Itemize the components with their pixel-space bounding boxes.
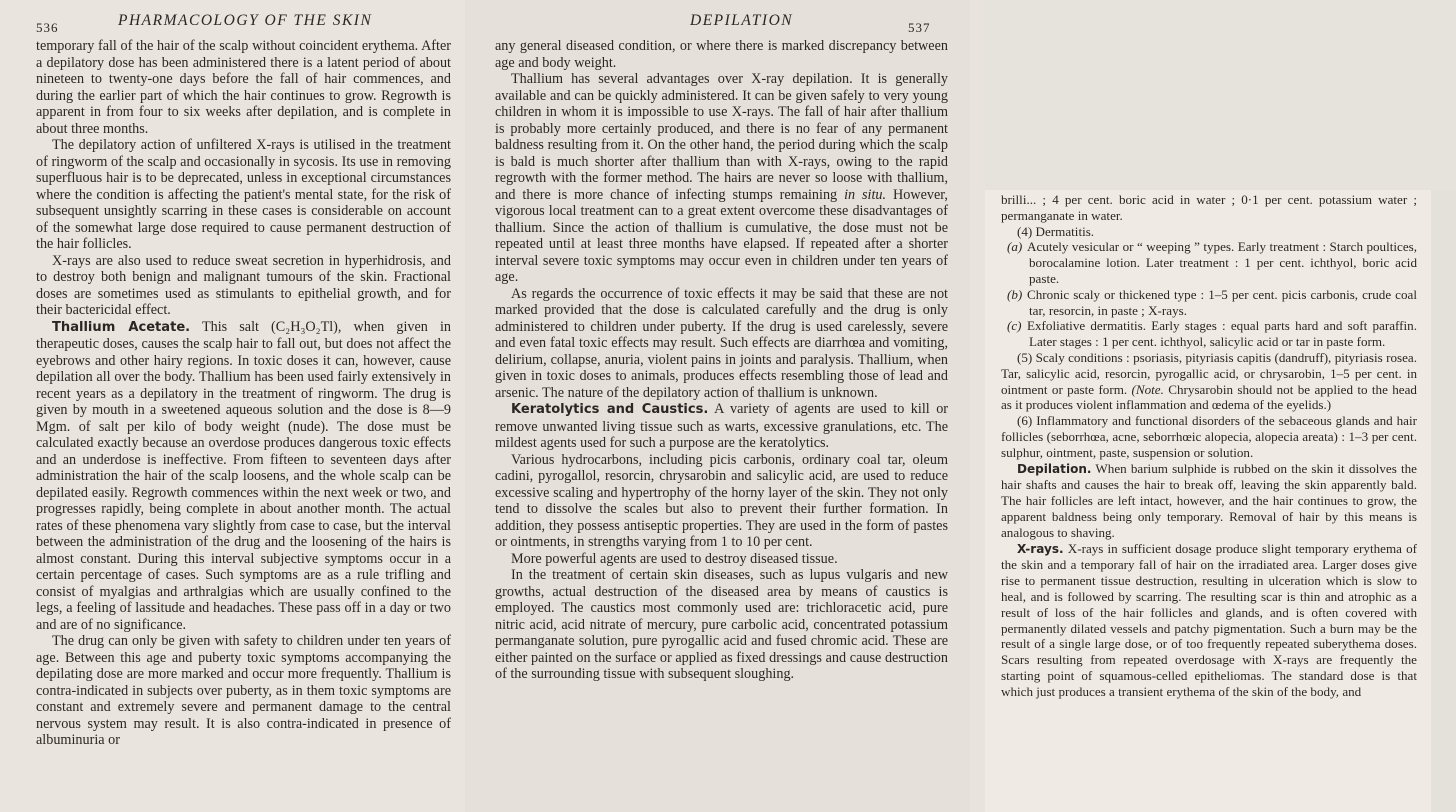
paragraph: In the treatment of certain skin diseases, such as lupus vulgaris and new growths, actual destruction of the diseased area by means of caustics is employed. The caustics most commonly used are: trichloracetic acid, pure nitric acid, acid nitrate of mercury, pure carbolic acid, concentrated potassium permanganate solution, pure pyrogallic acid and fused chromic acid. These are either painted on the surface or applied as fixed dressings and cause destruction of the surrounding tissue with subsequent sloughing. — [495, 567, 948, 682]
blank-area — [985, 0, 1456, 190]
depilation-heading: Depilation. — [1017, 461, 1092, 476]
list-item-text: Exfoliative dermatitis. Early stages : equal parts hard and soft paraffin. Later stages : 1 per cent. ichthyol, salicylic acid or tar in paste form. — [1027, 318, 1417, 350]
left-page-body — [36, 38, 451, 749]
middle-page — [465, 0, 970, 812]
list-item-text: Chronic scaly or thickened type : 1–5 per cent. picis carbonis, crude coal tar, resorcin, in paste ; X-rays. — [1027, 286, 1417, 318]
paragraph: As regards the occurrence of toxic effects it may be said that these are not marked provided that the dose is calculated carefully and the drug is only administered to children under puberty. If the drug is used carelessly, severe and even fatal toxic effects may result. Such effects are diarrhœa and vomiting, delirium, collapse, anuria, violent pains in joints and paralysis. Thallium, when given in toxic doses to animals, produces effects resembling those of lead and arsenic. The nature of the depilatory action of thallium is unknown. — [495, 285, 948, 401]
paragraph: any general diseased condition, or where there is marked discrepancy between age and body weight. — [495, 38, 948, 71]
xrays-paragraph — [1001, 541, 1417, 700]
left-page-header — [36, 12, 451, 38]
left-page-number: 536 — [36, 20, 59, 35]
keratolytics-paragraph — [495, 401, 948, 452]
page-edge — [1431, 190, 1456, 812]
left-running-title: PHARMACOLOGY OF THE SKIN — [118, 12, 373, 29]
list-item — [1001, 239, 1417, 286]
paragraph: Various hydrocarbons, including picis carbonis, ordinary coal tar, oleum cadini, pyrogallol, resorcin, chrysarobin and salicylic acid, are used to reduce excessive scaling and hypertrophy of the horny layer of the skin. They not only tend to dissolve the scales but also to prevent their further formation. In addition, they possess antiseptic properties. They are used in the form of pastes or ointments, in strengths varying from 1 to 10 per cent. — [495, 451, 948, 550]
middle-page-body — [495, 38, 948, 683]
right-page — [985, 190, 1431, 812]
advantages-text-a: Thallium has several advantages over X-ray depilation. It is generally available and can be quickly administered. It can be given safely to very young children in whom it is impossible to use X-rays. The fall of hair after thallium is probably more certainly produced, and there is no fear of any permanent baldness resulting from it. On the other hand, the period during which the scalp is bald is much shorter after thallium than with X-rays, owing to the rapid regrowth with the former method. The hairs are never so loose with thallium, and there is more chance of infecting stumps remaining — [495, 71, 948, 203]
scaly-text: (5) Scaly conditions : psoriasis, pityriasis capitis (dandruff), pityriasis rosea. Tar, salicylic acid, resorcin, pyrogallic acid, or chrysarobin, 1–5 per cent. in ointment or paste form. — [1001, 349, 1417, 397]
in-situ-term: in situ. — [844, 186, 887, 203]
list-heading: (4) Dermatitis. — [1017, 223, 1095, 239]
paragraph: The drug can only be given with safety to children under ten years of age. Between this age and puberty toxic symptoms accompanying the depilating dose are more marked and occur more frequently. Thallium is contra-indicated in subjects over puberty, as in them toxic symptoms are constant and extremely severe and permanent damage to the central nervous system may result. It is also contra-indicated in presence of albuminuria or — [36, 633, 451, 748]
advantages-paragraph — [495, 71, 948, 286]
list-heading: (6) Inflammatory and functional disorders of the sebaceous glands and hair follicles (seborrhœa, acne, seborrhœic alopecia, alopecia areata) : 1–3 per cent. sulphur, ointment, paste, suspension or solution. — [1001, 413, 1417, 460]
paragraph: More powerful agents are used to destroy diseased tissue. — [511, 550, 838, 567]
paragraph: temporary fall of the hair of the scalp without coincident erythema. After a depilatory dose has been administered there is a latent period of about nineteen to twenty-one days before the fall of hair commences, and during the earlier part of which the hair continues to grow. Regrowth is apparent in from four to six weeks after depilation, and is complete in about three months. — [36, 38, 451, 137]
list-item-label: (b) — [1007, 286, 1023, 302]
list-heading — [1001, 350, 1417, 413]
thallium-text: This salt (C₂H₃O₂Tl), when given in therapeutic doses, causes the scalp hair to fall out, but does not affect the eyebrows and other hairy regions. In toxic doses it can, however, cause depilation all over the body. Thallium has been used fairly extensively in recent years as a depilatory in the treatment of ringworm. The drug is given by mouth in a sweetened aqueous solution and the dose is 8—9 Mgm. of salt per kilo of body weight (nude). The dose must be calculated exactly because an overdose produces dangerous toxic effects and an underdose is ineffective. From fifteen to seventeen days after administration the hair of the scalp loosens, and the whole scalp can be depilated easily. Regrowth commences within the next week or two, and progresses rapidly, being complete in about another month. The actual rates of these phenomena vary slightly from case to case, but the interval between the administration of the drug and the loosening of the hairs is almost constant. During this interval subjective symptoms occur in a certain percentage of cases. Such symptoms are as a rule trifling and consist of myalgias and arthralgias which are usually confined to the legs, a feeling of lassitude and headaches. These pass off in a day or two and are of no significance. — [36, 318, 451, 633]
right-page-body — [1001, 192, 1417, 700]
list-item-text: Acutely vesicular or “ weeping ” types. Early treatment : Starch poultices, borocalamine lotion. Later treatment : 1 per cent. ichthyol, boric acid paste. — [1027, 239, 1417, 286]
keratolytics-heading: Keratolytics and Caustics. — [511, 402, 709, 417]
xrays-text: X-rays in sufficient dosage produce slight temporary erythema of the skin and a temporary fall of hair on the irradiated area. Larger doses give rise to permanent tissue destruction, resulting in ulceration which is slow to heal, and is followed by scarring. The resulting scar is thin and atrophic as a result of loss of the hair follicles and glands, and is often covered with permanently dilated vessels and patchy pigmentation. Such a burn may be the result of a single large dose, or of too frequently repeated suberythema doses. Scars resulting from repeated overdosage with X-rays are frequently the starting point of squamous-celled epitheliomas. The standard dose is that which just produces a transient erythema of the skin of the body, and — [1001, 540, 1417, 699]
middle-page-number: 537 — [908, 20, 931, 35]
list-item-label: (a) — [1007, 239, 1023, 255]
thallium-heading: Thallium Acetate. — [52, 319, 191, 335]
advantages-text-b: However, vigorous local treatment can to a great extent overcome these disadvantages of thallium. Since the action of thallium is cumulative, the dose must not be repeated until at least three months have elapsed. If repeated after a shorter interval severe toxic symptoms may occur even in children under ten years of age. — [495, 186, 948, 285]
page-gutter — [970, 0, 985, 812]
list-item — [1001, 287, 1417, 319]
left-page — [0, 0, 465, 812]
thallium-paragraph — [36, 319, 451, 634]
middle-running-title: DEPILATION — [690, 12, 794, 29]
note-label: (Note. — [1131, 381, 1164, 397]
list-item-label: (c) — [1007, 318, 1022, 334]
paragraph: brilli... ; 4 per cent. boric acid in water ; 0·1 per cent. potassium water ; permanganate in water. — [1001, 192, 1417, 223]
depilation-paragraph — [1001, 461, 1417, 541]
middle-page-header — [495, 12, 948, 38]
depilation-text: When barium sulphide is rubbed on the skin it dissolves the hair shafts and causes the hair to break off, leaving the skin apparently bald. The hair follicles are left intact, however, and the hair continues to grow, the apparent baldness being only temporary. Removal of hair by this means is analogous to shaving. — [1001, 460, 1417, 540]
paragraph: The depilatory action of unfiltered X-rays is utilised in the treatment of ringworm of the scalp and occasionally in sycosis. Its use in removing superfluous hair is to be deprecated, unless in exceptional circumstances where the condition is affecting the patient's mental state, for the risk of subsequent unsightly scarring in these cases is considerable on account of the somewhat large dose required to cause permanent destruction of the hair follicles. — [36, 137, 451, 252]
keratolytics-text: A variety of agents are used to kill or remove unwanted living tissue such as warts, excessive granulations, etc. The mildest agents used for such a purpose are the keratolytics. — [495, 401, 949, 451]
list-item — [1001, 318, 1417, 350]
note-text: Chrysarobin should not be applied to the head as it produces violent inflammation and œdema of the eyelids.) — [1001, 381, 1417, 413]
paragraph: X-rays are also used to reduce sweat secretion in hyperhidrosis, and to destroy both benign and malignant tumours of the skin. Fractional doses are sometimes used as stimulants to epithelial growth, and for their bactericidal effect. — [36, 252, 451, 318]
xrays-heading: X-rays. — [1017, 541, 1064, 556]
